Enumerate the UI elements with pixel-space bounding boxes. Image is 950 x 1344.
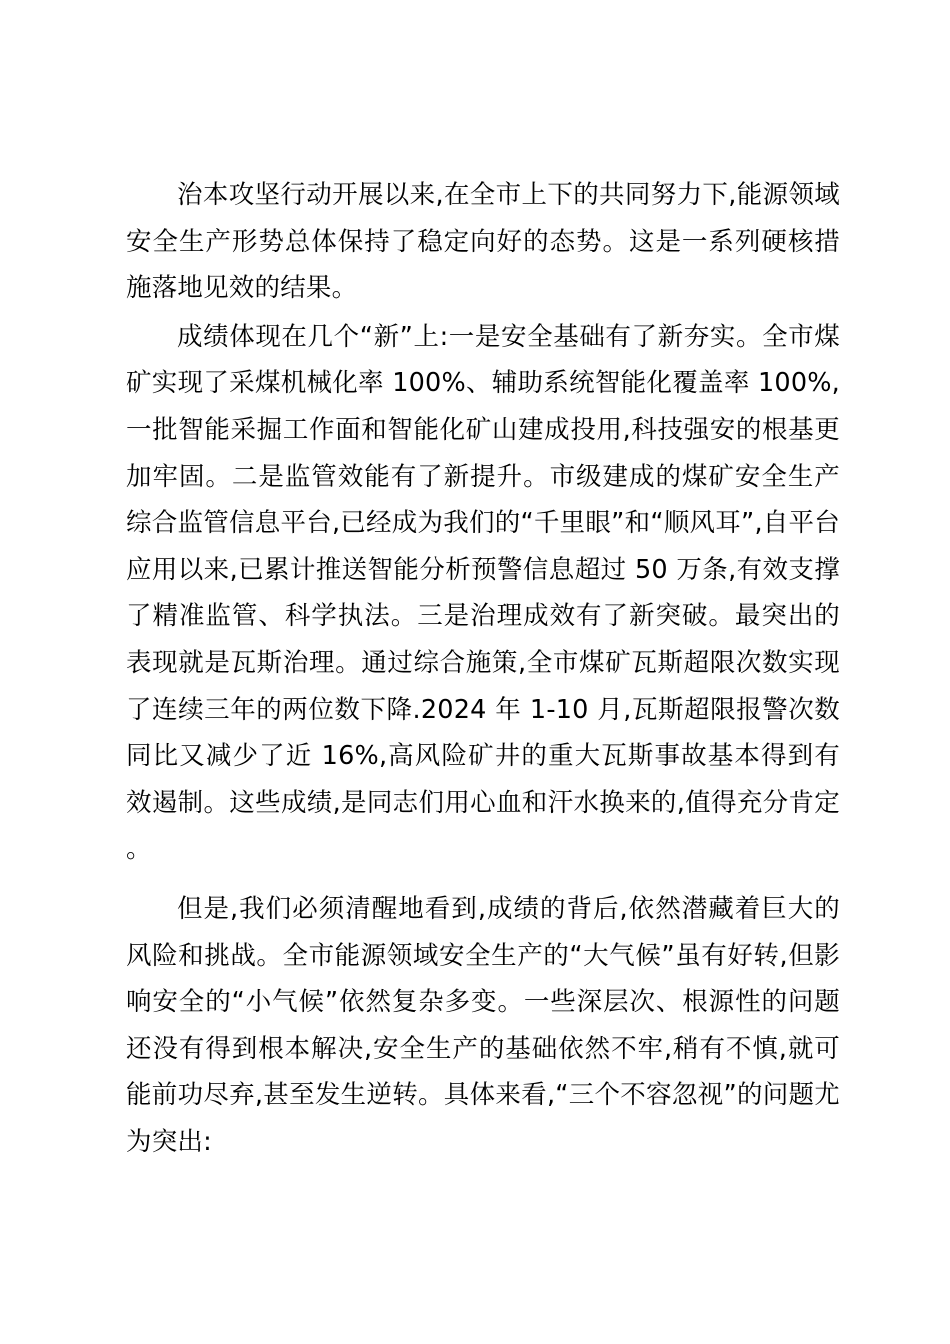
paragraph-progress-summary: 治本攻坚行动开展以来,在全市上下的共同努力下,能源领域安全生产形势总体保持了稳定向好的态势。这是一系列硬核措施落地见效的结果。 — [126, 180, 840, 304]
paragraph-risks-challenges: 但是,我们必须清醒地看到,成绩的背后,依然潜藏着巨大的风险和挑战。全市能源领域安全生产的“大气候”虽有好转,但影响安全的“小气候”依然复杂多变。一些深层次、根源性的问题还没有得到根本解决,安全生产的基础依然不牢,稍有不慎,就可能前功尽弃,甚至发生逆转。具体来看,“三个不容忽视”的问题尤为突出: — [126, 893, 840, 1157]
document-body — [126, 172, 840, 1165]
paragraph-achievements: 成绩体现在几个“新”上:一是安全基础有了新夯实。全市煤矿实现了采煤机械化率 100%、辅助系统智能化覆盖率 100%,一批智能采掘工作面和智能化矿山建成投用,科技强安的根基更加牢固。二是监管效能有了新提升。市级建成的煤矿安全生产综合监管信息平台,已经成为我们的“千里眼”和“顺风耳”,自平台应用以来,已累计推送智能分析预警信息超过 50 万条,有效支撑了精准监管、科学执法。三是治理成效有了新突破。最突出的表现就是瓦斯治理。通过综合施策,全市煤矿瓦斯超限次数实现了连续三年的两位数下降.2024 年 1-10 月,瓦斯超限报警次数同比又减少了近 16%,高风险矿井的重大瓦斯事故基本得到有效遏制。这些成绩,是同志们用心血和汗水换来的,值得充分肯定。 — [126, 321, 840, 865]
